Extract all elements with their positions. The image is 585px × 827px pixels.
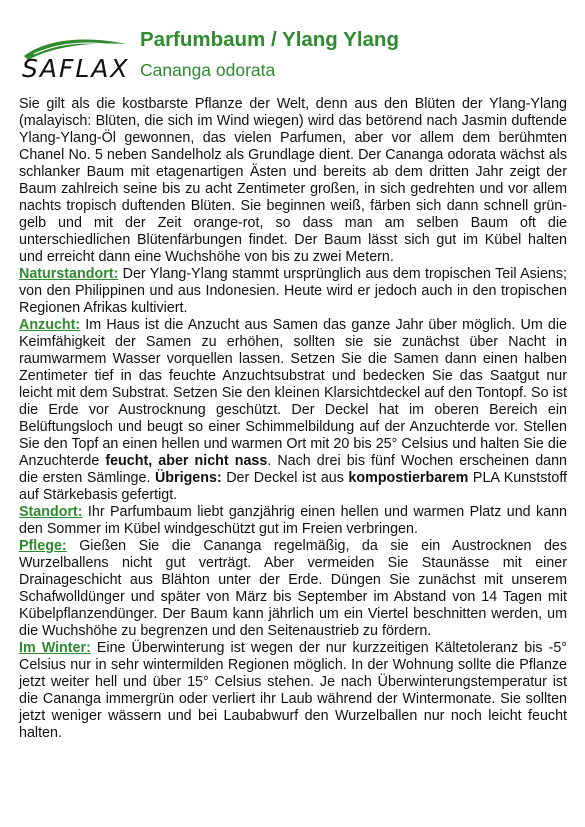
pflege-label: Pflege:: [19, 538, 67, 554]
pflege-paragraph: [19, 538, 567, 640]
page-title: Parfumbaum / Ylang Ylang: [140, 28, 399, 51]
brand-name: SAFLAX: [22, 54, 130, 83]
winter-text: Eine Überwinterung ist wegen der nur kurzzeitigen Kältetoleranz bis -5° Celsius nur in sehr wintermilden Regionen möglich. In der Wohnung sollte die Pflanze jetzt weiter hell und über 15° Celsius stehen. Je nach Überwinterungstemperatur ist die Cananga immergrün oder verliert ihr Laub während der Wintermonate. Sie sollten jetzt weniger wässern und bei Laubabwurf den Wurzelballen nur noch leicht feucht halten.: [19, 640, 567, 741]
winter-paragraph: [19, 640, 567, 742]
anzucht-label: Anzucht:: [19, 317, 81, 333]
anzucht-text-3: Der Deckel ist aus: [221, 470, 349, 486]
standort-label: Standort:: [19, 504, 83, 520]
brand-logo: [18, 34, 133, 86]
intro-text: Sie gilt als die kostbarste Pflanze der Welt, denn aus den Blüten der Ylang-Ylang (malayisch: Blüten, die sich im Wind wiegen) wird das betörend nach Jasmin duftende Ylang-Ylang-Öl gewonnen, das vielen Parfumen, aber vor allem dem berühmten Chanel No. 5 neben Sandelholz als Grundlage dient. Der Cananga odorata wächst als schlanker Baum mit etagenartigen Ästen und bereits ab dem dritten Jahr zeigt der Baum zahlreich seine bis zu acht Zentimeter großen, in sich gedrehten und vor allem nachts tropisch duftenden Blüten. Sie beginnen weiß, färben sich dann schnell grün-gelb und mit der Zeit orange-rot, so dass man am selben Baum oft die unterschiedlichen Blütenfärbungen findet. Der Baum lässt sich gut im Kübel halten und erreicht dann eine Wuchshöhe von bis zu zwei Metern.: [19, 96, 567, 265]
instructions-text: [19, 96, 567, 742]
pflege-text: Gießen Sie die Cananga regelmäßig, da sie ein Austrocknen des Wurzelballens nicht gut verträgt. Aber vermeiden Sie Staunässe mit einer Drainageschicht aus Blähton unter der Erde. Düngen Sie zunächst mit unserem Schafwolldünger und später von März bis September im Abstand von 14 Tagen mit Kübelpflanzendünger. Der Baum kann jährlich um ein Viertel beschnitten werden, um die Wuchshöhe zu begrenzen und den Seitenaustrieb zu fördern.: [19, 538, 567, 639]
page-subtitle: Cananga odorata: [140, 60, 276, 80]
anzucht-text-4: PLA Kunststoff auf Stärkebasis gefertigt.: [19, 470, 568, 503]
natur-label: Naturstandort:: [19, 266, 119, 282]
anzucht-bold-3: kompostierbarem: [348, 470, 469, 486]
anzucht-text-1: Im Haus ist die Anzucht aus Samen das ganze Jahr über möglich. Um die Keimfähigkeit der Samen zu erhöhen, sollten sie sie zunächst über Nacht in raumwarmem Wasser vorquellen lassen. Setzen Sie die Samen dann einen halben Zentimeter tief in das feuchte Anzuchtsubstrat und bedecken Sie das Saatgut nur leicht mit dem Substrat. Setzen Sie den kleinen Klarsichtdeckel auf den Tontopf. So ist die Erde vor Austrocknung geschützt. Der Deckel hat im oberen Bereich ein Belüftungsloch und beugt so einer Schimmelbildung auf der Anzuchterde vor. Stellen Sie den Topf an einen hellen und warmen Ort mit 20 bis 25° Celsius und halten Sie die Anzuchterde: [19, 317, 567, 469]
winter-label: Im Winter:: [19, 640, 91, 656]
anzucht-bold-2: Übrigens:: [154, 470, 222, 486]
anzucht-bold-1: feucht, aber nicht nass: [105, 453, 268, 469]
natur-text: Der Ylang-Ylang stammt ursprünglich aus dem tropischen Teil Asiens; von den Philippinen und aus Indonesien. Heute wird er jedoch auch in den tropischen Regionen Afrikas kultiviert.: [19, 266, 567, 316]
standort-text: Ihr Parfumbaum liebt ganzjährig einen hellen und warmen Platz und kann den Sommer im Kübel windgeschützt gut im Freien verbringen.: [19, 504, 567, 537]
header: [18, 22, 568, 92]
intro-paragraph: [19, 96, 567, 266]
anzucht-paragraph: [19, 317, 567, 504]
anzucht-text-2: . Nach drei bis fünf Wochen erscheinen dann die ersten Sämlinge.: [19, 453, 567, 486]
standort-paragraph: [19, 504, 567, 538]
natur-paragraph: [19, 266, 567, 317]
